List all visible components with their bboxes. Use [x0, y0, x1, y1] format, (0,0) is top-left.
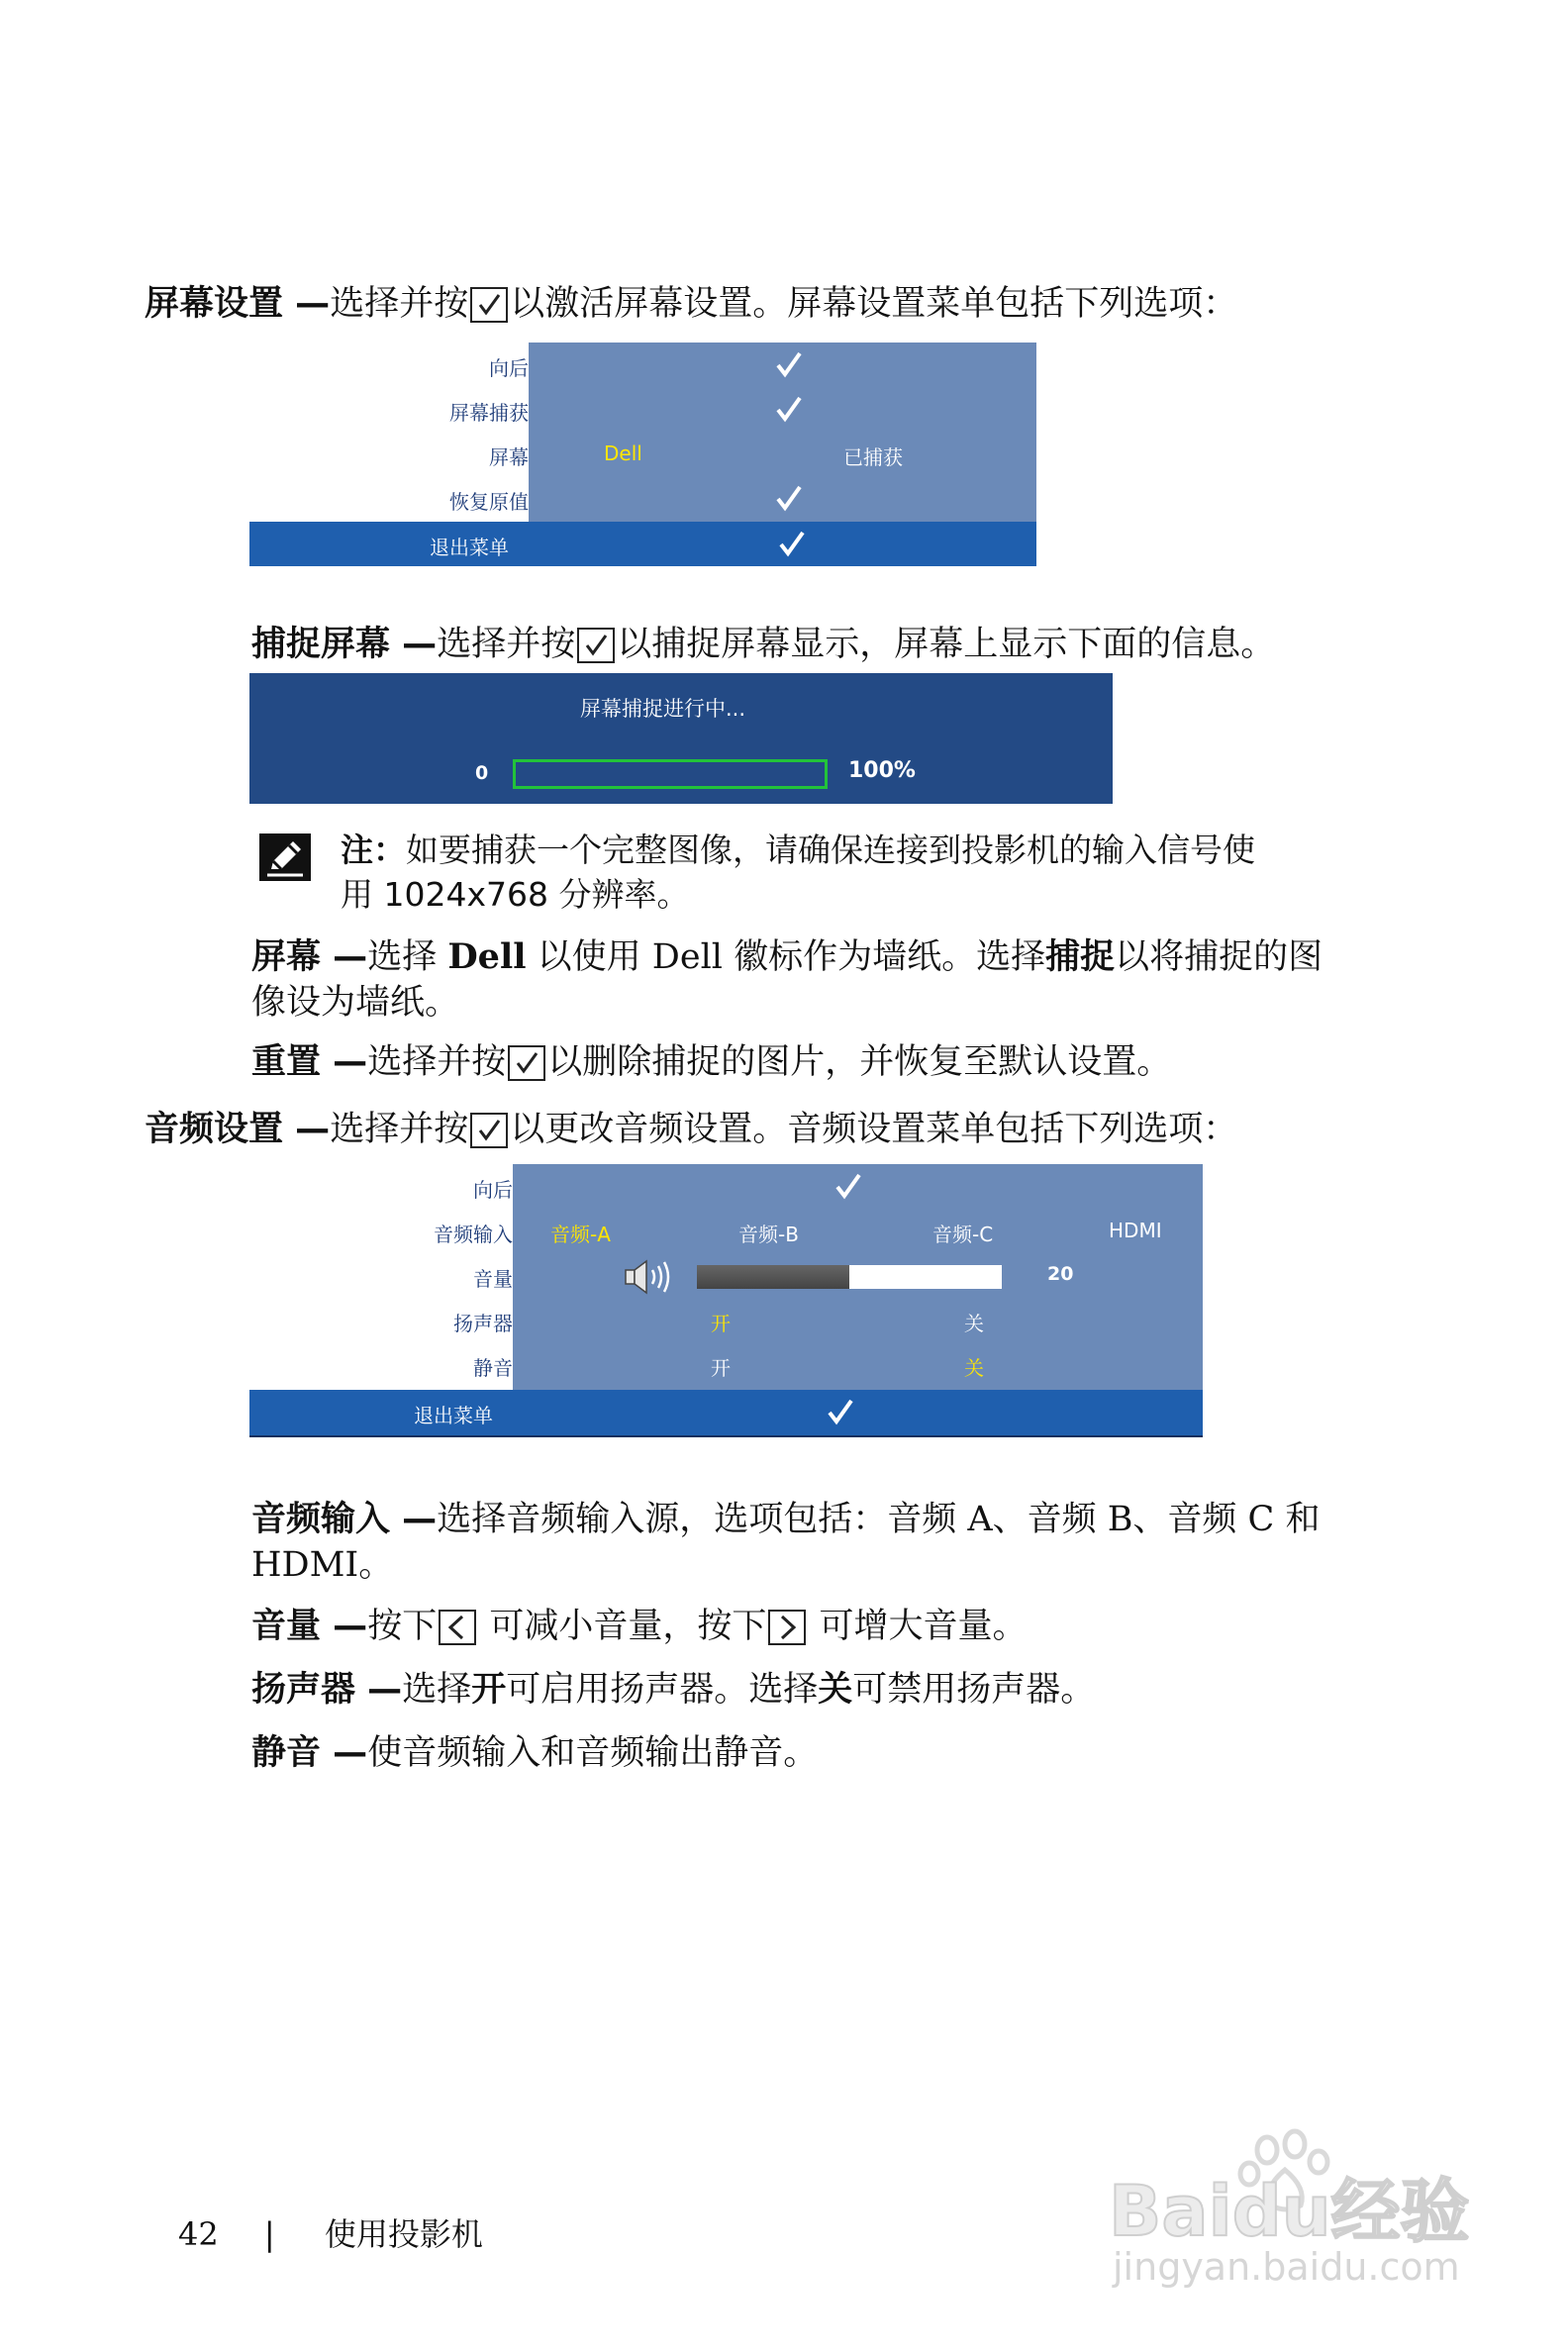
mute-option-off[interactable]: 关	[964, 1356, 984, 1380]
speaker-description: 扬声器 —选择开可启用扬声器。选择关可禁用扬声器。	[251, 1670, 1096, 1710]
menu-row-back[interactable]: 向后	[249, 1164, 1203, 1209]
check-icon	[777, 530, 807, 557]
reset-description: 重置 —选择并按 以删除捕捉的图片，并恢复至默认设置。	[251, 1042, 1172, 1082]
menu-row-exit[interactable]: 退出菜单	[249, 522, 1036, 566]
check-icon	[774, 484, 804, 512]
screen-option-captured[interactable]: 已捕获	[843, 445, 903, 469]
speaker-volume-icon	[622, 1257, 679, 1297]
screen-settings-paragraph: 屏幕设置 —选择并按 以激活屏幕设置。屏幕设置菜单包括下列选项：	[145, 284, 1238, 324]
note-pencil-icon	[259, 833, 311, 881]
menu-row-back[interactable]: 向后	[249, 343, 1036, 387]
menu-row-capture-screen[interactable]: 屏幕捕获	[249, 387, 1036, 432]
watermark-brand: Baidu经验	[1109, 2171, 1470, 2252]
screen-heading: 屏幕 —	[251, 937, 368, 977]
check-icon	[826, 1398, 855, 1425]
volume-bar[interactable]	[697, 1265, 1002, 1289]
screen-option-dell[interactable]: Dell	[604, 441, 642, 465]
screen-settings-heading: 屏幕设置 —	[145, 284, 331, 324]
progress-min-label: 0	[475, 762, 489, 784]
mute-heading: 静音 —	[251, 1733, 368, 1773]
mute-description: 静音 —使音频输入和音频输出静音。	[251, 1733, 819, 1773]
note-text: 注：如要捕获一个完整图像，请确保连接到投影机的输入信号使 用 1024x768 分辨率。	[341, 831, 1255, 914]
capture-heading: 捕捉屏幕 —	[251, 625, 438, 664]
check-icon	[774, 350, 804, 378]
screen-settings-menu	[249, 343, 1036, 566]
menu-row-speaker[interactable]: 扬声器 开 关	[249, 1298, 1203, 1342]
enter-check-icon	[577, 628, 615, 663]
audio-settings-heading: 音频设置 —	[145, 1110, 331, 1149]
page-number: 42	[178, 2215, 219, 2253]
progress-max-label: 100%	[848, 758, 916, 783]
speaker-option-on[interactable]: 开	[711, 1312, 731, 1335]
volume-bar-fill	[697, 1265, 849, 1289]
footer-section: 使用投影机	[324, 2215, 483, 2253]
capture-paragraph: 捕捉屏幕 —选择并按 以捕捉屏幕显示，屏幕上显示下面的信息。	[251, 625, 1276, 664]
capture-progress-bar	[513, 759, 828, 789]
volume-description: 音量 —按下 可减小音量，按下 可增大音量。	[251, 1607, 1028, 1646]
menu-row-screen[interactable]: 屏幕 Dell 已捕获	[489, 441, 903, 469]
reset-heading: 重置 —	[251, 1042, 368, 1082]
note-label: 注：	[341, 831, 406, 869]
audio-input-heading: 音频输入 —	[251, 1500, 438, 1539]
footer-separator: |	[263, 2215, 275, 2253]
menu-row-volume[interactable]: 音量 20	[249, 1253, 1203, 1298]
watermark-url: jingyan.baidu.com	[1113, 2245, 1460, 2289]
left-arrow-key-icon	[439, 1610, 476, 1645]
menu-row-exit[interactable]: 退出菜单	[249, 1390, 1203, 1437]
page-footer	[178, 2209, 483, 2255]
enter-check-icon	[508, 1045, 545, 1081]
right-arrow-key-icon	[768, 1610, 806, 1645]
speaker-heading: 扬声器 —	[251, 1670, 403, 1710]
capture-dialog-title: 屏幕捕捉进行中...	[580, 697, 746, 721]
volume-heading: 音量 —	[251, 1607, 368, 1646]
capture-progress-dialog	[249, 673, 1113, 804]
menu-row-mute[interactable]: 静音 开 关	[249, 1342, 1203, 1387]
menu-row-reset[interactable]: 恢复原值	[249, 476, 1036, 521]
screen-description: 屏幕 —选择 Dell 以使用 Dell 徽标作为墙纸。选择捕捉以将捕捉的图 像设为墙纸。	[251, 936, 1323, 1023]
volume-value: 20	[1047, 1263, 1074, 1285]
audio-settings-paragraph: 音频设置 —选择并按 以更改音频设置。音频设置菜单包括下列选项：	[145, 1110, 1238, 1149]
menu-row-audio-input[interactable]: 音频输入 音频-A 音频-B 音频-C HDMI	[434, 1219, 1162, 1246]
check-icon	[833, 1172, 863, 1200]
audio-settings-menu	[249, 1164, 1203, 1437]
check-icon	[774, 395, 804, 423]
audio-input-option-hdmi[interactable]: HDMI	[1109, 1219, 1162, 1242]
enter-check-icon	[470, 287, 508, 323]
audio-input-option-a[interactable]: 音频-A	[550, 1223, 611, 1246]
audio-input-option-c[interactable]: 音频-C	[932, 1223, 994, 1246]
enter-check-icon	[470, 1113, 508, 1148]
audio-input-option-b[interactable]: 音频-B	[738, 1223, 799, 1246]
speaker-option-off[interactable]: 关	[964, 1312, 984, 1335]
mute-option-on[interactable]: 开	[711, 1356, 731, 1380]
audio-input-description: 音频输入 —选择音频输入源，选项包括：音频 A、音频 B、音频 C 和 HDMI。	[251, 1500, 1321, 1585]
